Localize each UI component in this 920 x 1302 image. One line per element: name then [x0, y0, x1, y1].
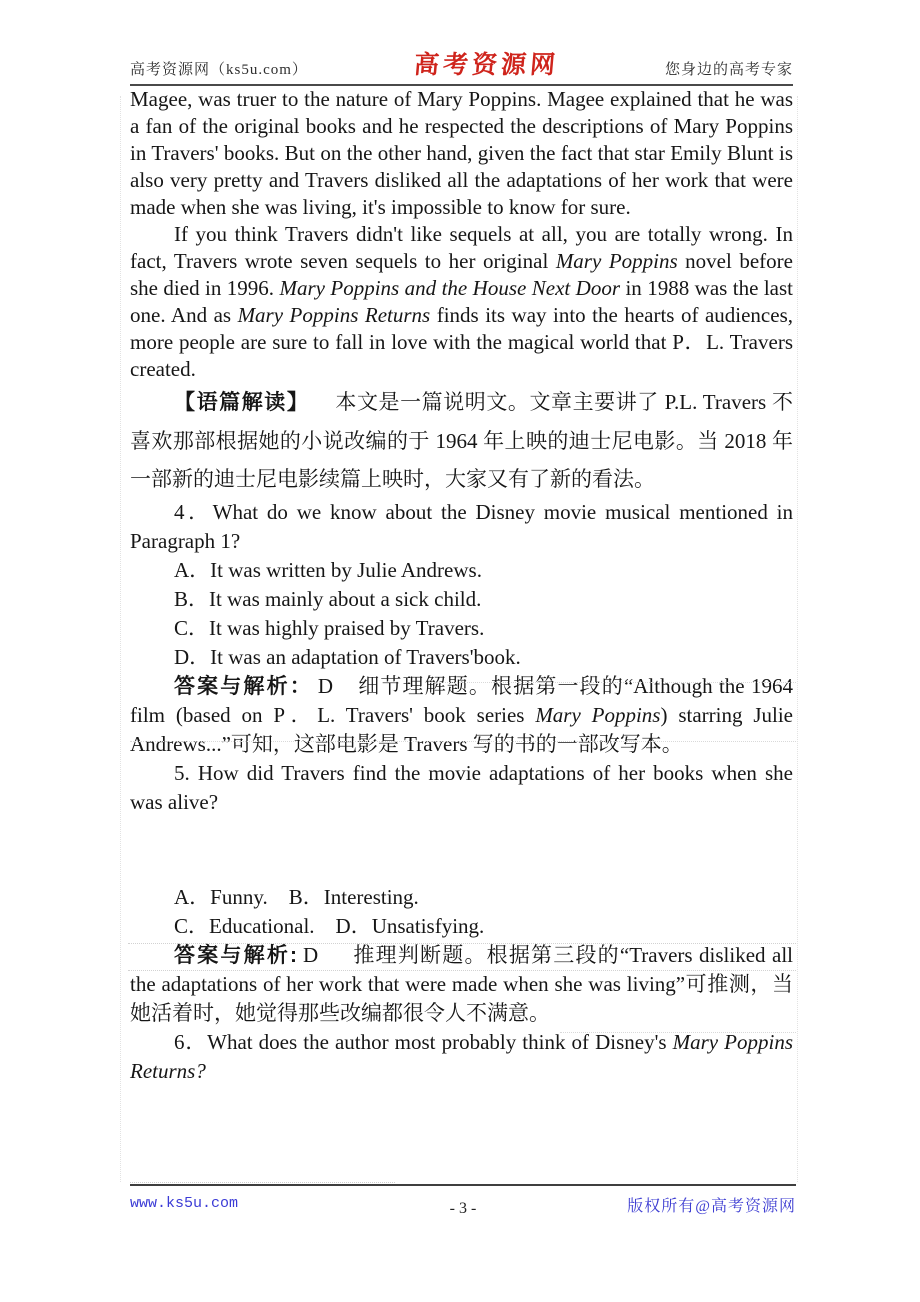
answer-explanation: 细节理解题。根据第一段的“Although the 1964 film (based on P．L. Travers' book series	[130, 674, 794, 727]
page-footer	[130, 1184, 796, 1217]
footer-copyright-link[interactable]: 版权所有@高考资源网	[627, 1198, 796, 1215]
scan-artifact-line	[128, 970, 796, 971]
movie-title-italic: Mary Poppins Returns	[237, 303, 431, 327]
question-4-option-b: B．It was mainly about a sick child.	[174, 587, 482, 611]
scan-artifact-line	[130, 741, 796, 742]
question-5-options-row-2: C．Educational. D．Unsatisfying.	[174, 914, 485, 938]
passage-paragraph-1: Magee, was truer to the nature of Mary Poppins. Magee explained that he was a fan of the original books and he respected the descriptions of Mary Poppins in Travers' books. But on the other hand, given the fact that star Emily Blunt is also very pretty and Travers disliked all the adaptations of her work that were made when she was living, it's impossible to know for sure.	[130, 87, 793, 219]
answer-label: 答案与解析：	[174, 675, 313, 698]
answer-explanation: 推理判断题。根据第三段的“Travers disliked all the adaptations of her work that were made when she was living”可推测，当她活着时，她觉得那些改编都很令人不满意。	[130, 943, 793, 1025]
footer-url-link[interactable]: www.ks5u.com	[130, 1195, 239, 1212]
analysis-label: 【语篇解读】	[174, 391, 310, 414]
page-header	[130, 0, 793, 86]
answer-label: 答案与解析:	[174, 944, 299, 967]
document-content	[130, 86, 793, 1086]
passage-text: in 1988 was the last one. And as	[130, 276, 794, 327]
movie-title-italic: Mary Poppins Returns?	[130, 1030, 793, 1083]
answer-blank-space	[130, 817, 793, 883]
question-4-option-a: A．It was written by Julie Andrews.	[174, 558, 482, 582]
book-title-italic: Mary Poppins	[555, 249, 678, 273]
scan-artifact-line	[120, 96, 121, 1182]
answer-letter: D	[303, 943, 319, 967]
book-title-italic: Mary Poppins	[535, 703, 661, 727]
scan-artifact-line	[560, 1032, 796, 1033]
analysis-text: 本文是一篇说明文。文章主要讲了 P.L. Travers 不喜欢那部根据她的小说改编的于 1964 年上映的迪士尼电影。当 2018 年一部新的迪士尼电影续篇上映时，大家又有了新的看法。	[130, 390, 793, 491]
question-5-answer	[130, 941, 793, 1028]
book-title-italic: Mary Poppins and the House Next Door	[279, 276, 621, 300]
question-4-stem: 4．What do we know about the Disney movie musical mentioned in Paragraph 1?	[130, 500, 793, 553]
scan-artifact-line	[430, 682, 796, 683]
question-5-options-row-1: A．Funny. B．Interesting.	[174, 885, 419, 909]
question-6-stem	[130, 1028, 793, 1086]
site-logo: 高考资源网	[412, 52, 561, 79]
scan-artifact-line	[797, 96, 798, 1182]
scan-artifact-line	[130, 1182, 395, 1183]
passage-analysis	[130, 383, 793, 498]
question-4-option-d: D．It was an adaptation of Travers'book.	[174, 645, 521, 669]
question-4-answer	[130, 672, 793, 759]
page-number: - 3 -	[449, 1200, 477, 1217]
header-site-name: 高考资源网（ks5u.com）	[130, 62, 308, 78]
passage-text: novel before she died in 1996.	[130, 249, 793, 300]
question-5-stem: 5. How did Travers find the movie adaptations of her books when she was alive?	[130, 761, 793, 814]
passage-text: finds its way into the hearts of audiences, more people are sure to fall in love with the magical world that P．L. Travers created.	[130, 303, 793, 381]
passage-text: If you think Travers didn't like sequels at all, you are totally wrong. In fact, Travers wrote seven sequels to her original	[130, 222, 793, 273]
header-tagline: 您身边的高考专家	[664, 62, 793, 78]
scan-artifact-line	[128, 943, 796, 944]
question-4-option-c: C．It was highly praised by Travers.	[174, 616, 485, 640]
passage-paragraph-2	[130, 221, 793, 383]
answer-letter: D	[317, 674, 334, 698]
question-text: 6．What does the author most probably think of Disney's	[174, 1030, 673, 1054]
answer-explanation: ) starring Julie Andrews...”可知，这部电影是 Travers 写的书的一部改写本。	[130, 703, 793, 756]
